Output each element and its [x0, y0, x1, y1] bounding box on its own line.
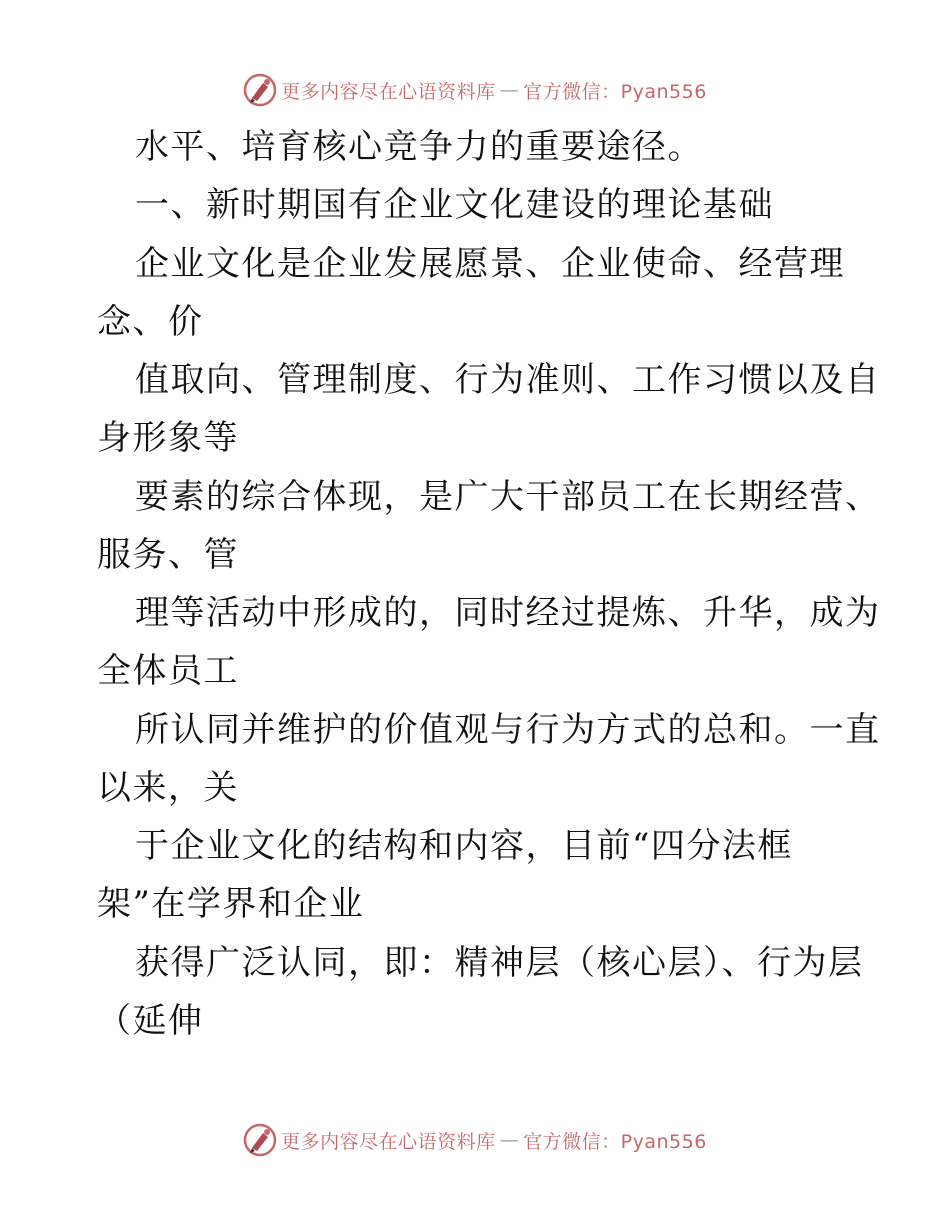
text-line: 于企业文化的结构和内容，目前“四分法框 [135, 826, 793, 866]
text-line: 所认同并维护的价值观与行为方式的总和。一直 [135, 710, 881, 750]
banner-wechat: 官方微信：Pyan556 [523, 80, 707, 103]
banner-dash: — [499, 1129, 520, 1151]
banner-title: 更多内容尽在心语资料库 [281, 1130, 496, 1153]
section-heading: 一、新时期国有企业文化建设的理论基础 [135, 185, 774, 225]
banner-wechat: 官方微信：Pyan556 [523, 1130, 707, 1153]
pen-logo-icon [243, 73, 277, 107]
text-line: 念、价 [97, 302, 204, 342]
banner-title: 更多内容尽在心语资料库 [281, 80, 496, 103]
pen-logo-icon [243, 1123, 277, 1157]
text-line: 全体员工 [97, 651, 239, 691]
text-line: 水平、培育核心竞争力的重要途径。 [135, 127, 703, 167]
text-line: 架”在学界和企业 [97, 884, 365, 924]
text-line: 身形象等 [97, 418, 239, 458]
text-line: 理等活动中形成的，同时经过提炼、升华，成为 [135, 593, 881, 633]
text-line: 要素的综合体现，是广大干部员工在长期经营、 [135, 477, 881, 517]
page-footer-banner [0, 1122, 950, 1158]
text-line: 获得广泛认同，即：精神层（核心层）、行为层 [135, 943, 864, 983]
text-line: 以来，关 [97, 768, 239, 808]
text-line: （延伸 [97, 1001, 204, 1041]
text-line: 值取向、管理制度、行为准则、工作习惯以及自 [135, 360, 881, 400]
text-line: 企业文化是企业发展愿景、企业使命、经营理 [135, 244, 845, 284]
page-header-banner [0, 72, 950, 108]
text-line: 服务、管 [97, 535, 239, 575]
banner-dash: — [499, 79, 520, 101]
